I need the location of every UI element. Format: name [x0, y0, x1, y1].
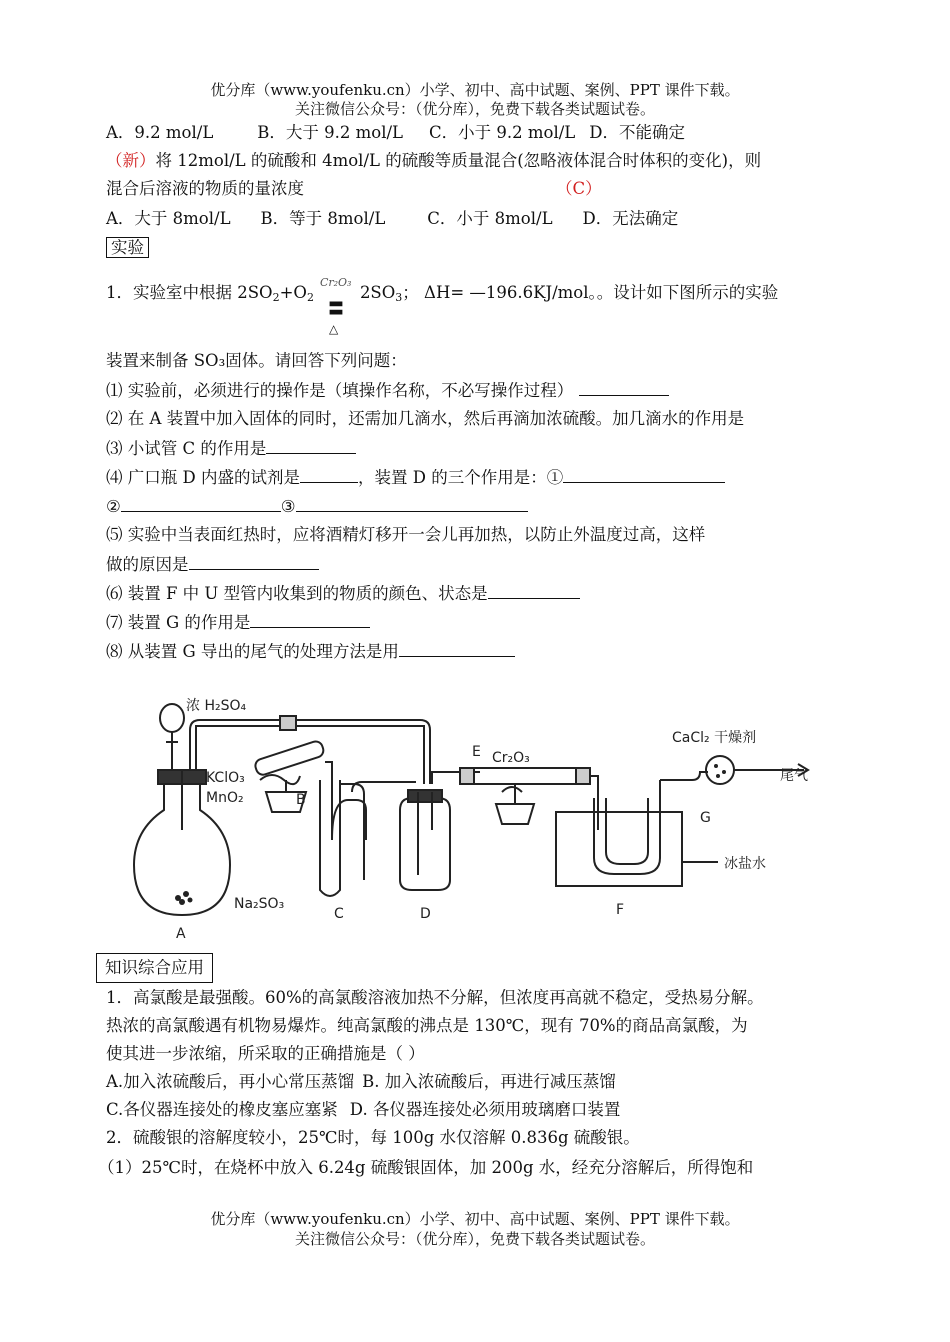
tube-b — [254, 740, 326, 777]
exp-item-1-text: ⑴ 实验前，必须进行的操作是（填操作名称，不必写操作过程） — [106, 381, 574, 400]
exp-item-6 — [106, 582, 580, 605]
label-cr2o3: Cr₂O₃ — [492, 750, 530, 766]
know-q2-line-1: 2．硫酸银的溶解度较小，25℃时，每 100g 水仅溶解 0.836g 硫酸银。 — [106, 1128, 640, 1147]
exp-item-5: ⑸ 实验中当表面红热时，应将酒精灯移开一会儿再加热，以防止外温度过高，这样 — [106, 525, 706, 544]
label-b: B — [296, 792, 306, 808]
option-b: B．等于 8mol/L — [260, 209, 386, 228]
tube-e — [470, 768, 580, 784]
header-line-2: 关注微信公众号：（优分库），免费下载各类试题试卷。 — [294, 100, 655, 118]
new-tag: （新） — [106, 151, 156, 170]
header-line-1: 优分库（www.youfenku.cn）小学、初中、高中试题、案例、PPT 课件下载。 — [210, 81, 740, 99]
label-d: D — [420, 906, 431, 922]
answer-blank[interactable] — [250, 611, 370, 628]
label-na2so3: Na₂SO₃ — [234, 896, 285, 912]
exp-q1-line-2: 装置来制备 SO₃固体。请回答下列问题： — [106, 351, 407, 370]
exp-q1-post: ； ΔH= —196.6KJ/mol。。设计如下图所示的实验 — [402, 283, 779, 302]
answer-blank[interactable] — [266, 437, 356, 454]
equals-sign: 〓 — [327, 299, 344, 318]
know-q1-line-2: 热浓的高氯酸遇有机物易爆炸。纯高氯酸的沸点是 130℃，现有 70%的商品高氯酸，为 — [106, 1016, 748, 1035]
exp-item-8 — [106, 640, 515, 663]
answer-blank[interactable] — [563, 466, 725, 483]
new-question-options — [106, 208, 678, 230]
separatory-funnel — [160, 704, 184, 732]
know-q1-line-3: 使其进一步浓缩，所采取的正确措施是（ ） — [106, 1044, 425, 1063]
option-b: B．大于 9.2 mol/L — [257, 123, 404, 142]
new-question-line-1 — [106, 150, 761, 172]
drying-bulb-g — [706, 756, 734, 784]
label-kclo3: KClO₃ — [206, 770, 245, 786]
new-answer: （C） — [556, 179, 602, 198]
exp-item-7-text: ⑺ 装置 G 的作用是 — [106, 613, 251, 632]
exp-item-6-text: ⑹ 装置 F 中 U 型管内收集到的物质的颜色、状态是 — [106, 584, 488, 603]
answer-blank[interactable] — [579, 379, 669, 396]
exp-item-4-text-a: ⑷ 广口瓶 D 内盛的试剂是 — [106, 468, 300, 487]
exp-item-3 — [106, 437, 356, 460]
section-title-knowledge: 知识综合应用 — [96, 953, 213, 983]
heat-symbol: △ — [328, 322, 339, 336]
prev-question-options — [106, 122, 685, 144]
burner-e — [496, 804, 534, 824]
exp-item-4 — [106, 466, 725, 489]
label-mno2: MnO₂ — [206, 790, 244, 806]
option-c: C.各仪器连接处的橡皮塞应塞紧 — [106, 1100, 338, 1119]
footer-line-2: 关注微信公众号：（优分库），免费下载各类试题试卷。 — [294, 1230, 655, 1248]
footer-line-1: 优分库（www.youfenku.cn）小学、初中、高中试题、案例、PPT 课件下载。 — [210, 1210, 740, 1228]
option-d: D．无法确定 — [582, 209, 679, 228]
answer-blank[interactable] — [399, 640, 515, 657]
label-a: A — [176, 926, 186, 942]
u-tube-f — [594, 798, 660, 874]
label-c: C — [334, 906, 344, 922]
exp-q1-pre: 1．实验室中根据 2SO — [106, 283, 273, 302]
know-q2-line-2: （1）25℃时，在烧杯中放入 6.24g 硫酸银固体，加 200g 水，经充分溶解后，所得饱和 — [98, 1158, 754, 1177]
option-d: D. 各仪器连接处必须用玻璃磨口装置 — [349, 1100, 621, 1119]
test-tube-c — [320, 780, 340, 896]
know-q1-options-ab — [106, 1071, 616, 1093]
know-q1-options-cd — [106, 1099, 620, 1121]
exp-item-7 — [106, 611, 370, 634]
label-ice-salt-water: 冰盐水 — [724, 856, 766, 872]
new-question-text: 将 12mol/L 的硫酸和 4mol/L 的硫酸等质量混合(忽略液体混合时体积的变化)，则 — [155, 151, 762, 170]
new-question-text-2: 混合后溶液的物质的量浓度 — [106, 179, 304, 198]
option-a: A．大于 8mol/L — [106, 209, 231, 228]
exp-item-4-circle-3: ③ — [280, 497, 296, 516]
label-tail-gas: 尾气 — [780, 768, 808, 784]
section-experiment — [106, 237, 149, 259]
answer-blank[interactable] — [121, 495, 281, 512]
exp-item-4-circle-2: ② — [106, 497, 121, 516]
option-c: C．小于 8mol/L — [427, 209, 553, 228]
label-cacl2: CaCl₂ 干燥剂 — [672, 730, 757, 746]
option-d: D．不能确定 — [589, 123, 685, 142]
section-title-experiment: 实验 — [106, 237, 149, 258]
exp-item-3-text: ⑶ 小试管 C 的作用是 — [106, 439, 267, 458]
reaction-condition — [314, 276, 360, 336]
know-q1-line-1: 1．高氯酸是最强酸。60%的高氯酸溶液加热不分解，但浓度再高就不稳定，受热易分解。 — [106, 988, 764, 1007]
label-f: F — [616, 902, 625, 918]
label-e: E — [472, 744, 481, 760]
catalyst-label: Cr₂O₃ — [319, 276, 352, 289]
exp-item-5-text-b: 做的原因是 — [106, 555, 189, 574]
option-a: A．9.2 mol/L — [106, 123, 214, 142]
exp-item-2: ⑵ 在 A 装置中加入固体的同时，还需加几滴水，然后再滴加浓硫酸。加几滴水的作用是 — [106, 409, 745, 428]
answer-blank[interactable] — [488, 582, 580, 599]
option-b: B. 加入浓硫酸后，再进行减压蒸馏 — [362, 1072, 616, 1091]
exp-q1-line-1: 1．实验室中根据 $2SO_2+O_2$ Cr₂O₃ 〓 △ $2SO_3$； ΔH= —196.6KJ/mol。。设计如下图所示的实验 — [106, 282, 778, 309]
exp-item-4-cont — [106, 495, 528, 518]
answer-blank[interactable] — [296, 495, 528, 512]
exp-item-5-cont — [106, 553, 319, 576]
exp-q1-o2: +O — [279, 283, 307, 302]
exp-item-4-text-b: ，装置 D 的三个作用是：① — [357, 468, 564, 487]
bottle-d — [400, 798, 450, 890]
label-h2so4: 浓 H₂SO₄ — [186, 698, 247, 714]
answer-blank[interactable] — [189, 553, 319, 570]
exp-q1-product: 2SO — [359, 283, 396, 302]
apparatus-diagram — [120, 680, 840, 942]
label-g: G — [700, 810, 711, 826]
option-a: A.加入浓硫酸后，再小心常压蒸馏 — [106, 1072, 355, 1091]
new-question-line-2 — [106, 178, 602, 200]
exp-item-1 — [106, 379, 669, 402]
option-c: C．小于 9.2 mol/L — [429, 123, 576, 142]
exp-item-8-text: ⑻ 从装置 G 导出的尾气的处理方法是用 — [106, 642, 399, 661]
answer-blank[interactable] — [300, 466, 358, 483]
